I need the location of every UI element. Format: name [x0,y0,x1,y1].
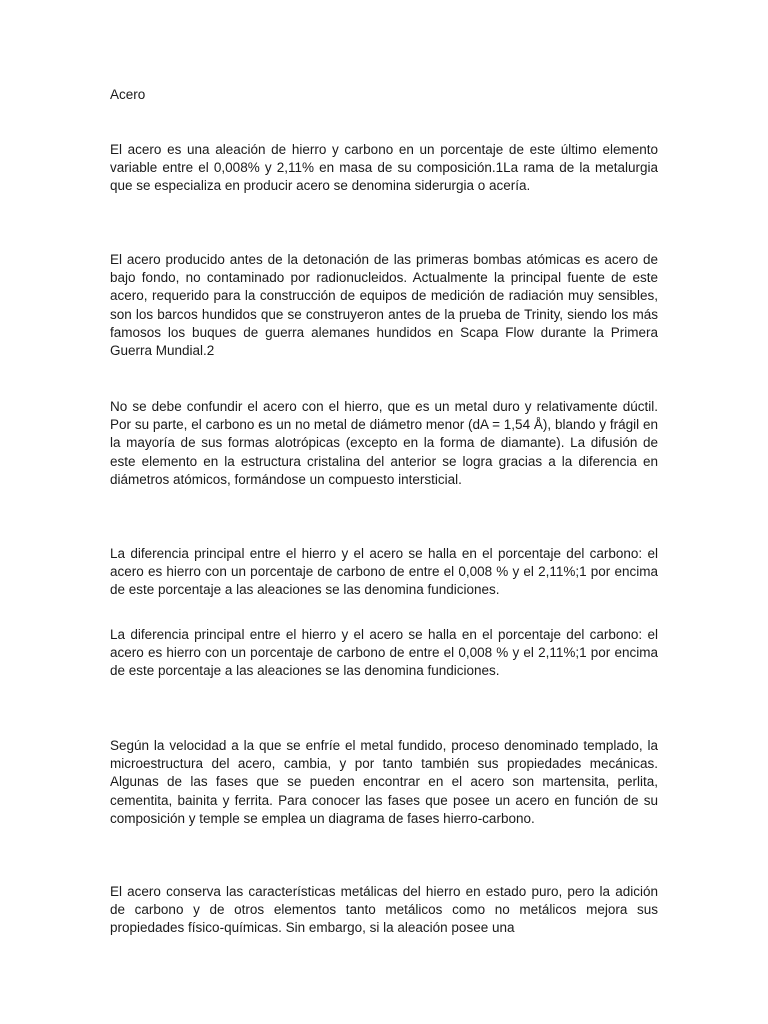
paragraph-5: La diferencia principal entre el hierro y el acero se halla en el porcentaje del carbono: el acero es hierro con un porcentaje de carbono de entre el 0,008 % y el 2,11%;1 por encima de este porcentaje a las aleaciones se las denomina fundiciones. [110,627,658,679]
paragraph-6: Según la velocidad a la que se enfríe el metal fundido, proceso denominado templado, la microestructura del acero, cambia, y por tanto también sus propiedades mecánicas. Algunas de las fases que se pueden encontrar en el acero son martensita, perlita, cementita, bainita y ferrita. Para conocer las fases que posee un acero en función de su composición y temple se emplea un diagrama de fases hierro-carbono. [110,738,658,826]
paragraph-3: No se debe confundir el acero con el hierro, que es un metal duro y relativamente dúctil. Por su parte, el carbono es un no metal de diámetro menor (dA = 1,54 Å), blando y frágil en la mayoría de sus formas alotrópicas (excepto en la forma de diamante). La difusión de este elemento en la estructura cristalina del anterior se logra gracias a la diferencia en diámetros atómicos, formándose un compuesto intersticial. [110,399,658,487]
paragraph-7: El acero conserva las características metálicas del hierro en estado puro, pero la adición de carbono y de otros elementos tanto metálicos como no metálicos mejora sus propiedades físico-químicas. Sin embargo, si la aleación posee una [110,884,658,936]
paragraph-4: La diferencia principal entre el hierro y el acero se halla en el porcentaje del carbono: el acero es hierro con un porcentaje de carbono de entre el 0,008 % y el 2,11%;1 por encima de este porcentaje a las aleaciones se las denomina fundiciones. [110,546,658,598]
paragraph-1: El acero es una aleación de hierro y carbono en un porcentaje de este último elemento variable entre el 0,008% y 2,11% en masa de su composición.1La rama de la metalurgia que se especializa en producir acero se denomina siderurgia o acería. [110,142,658,194]
document-title: Acero [110,87,146,102]
paragraph-2: El acero producido antes de la detonación de las primeras bombas atómicas es acero de bajo fondo, no contaminado por radionucleidos. Actualmente la principal fuente de este acero, requerido para la construcción de equipos de medición de radiación muy sensibles, son los barcos hundidos que se construyeron antes de la prueba de Trinity, siendo los más famosos los buques de guerra alemanes hundidos en Scapa Flow durante la Primera Guerra Mundial.2 [110,252,658,359]
